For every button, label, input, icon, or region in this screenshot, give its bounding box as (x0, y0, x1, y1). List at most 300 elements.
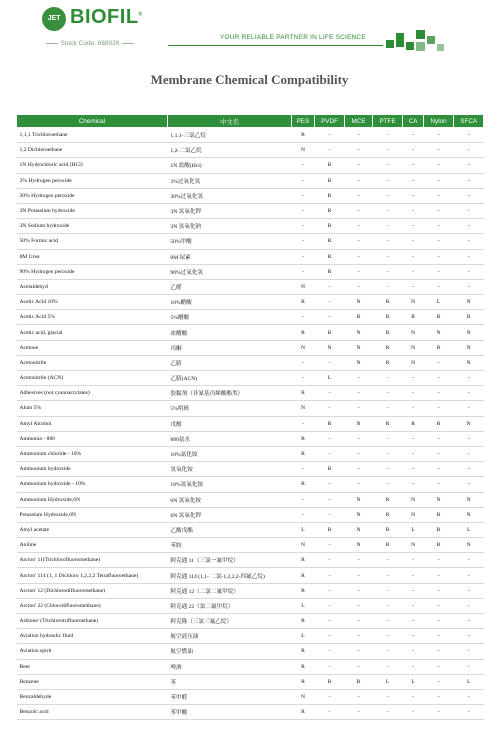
table-row (17, 128, 484, 143)
compatibility-rating: R (314, 325, 345, 340)
compatibility-rating: - (372, 279, 403, 294)
compatibility-rating: - (345, 431, 373, 446)
compatibility-rating: - (345, 279, 373, 294)
chinese-name: 冰醋酸 (167, 325, 291, 340)
page-title: Membrane Chemical Compatibility (150, 72, 349, 87)
compatibility-rating: - (345, 659, 373, 674)
compatibility-rating: - (423, 674, 454, 689)
compatibility-rating: - (314, 295, 345, 310)
compatibility-rating: R (292, 431, 314, 446)
compatibility-rating: - (372, 705, 403, 720)
table-row (17, 705, 484, 720)
compatibility-rating: R (314, 158, 345, 173)
chinese-name: 乙醛 (167, 279, 291, 294)
compatibility-rating: - (314, 477, 345, 492)
compatibility-rating: - (345, 462, 373, 477)
chemical-name: 1N Hydrochloric acid (HCl) (17, 158, 168, 173)
chinese-name: 1,2-二氯乙烷 (167, 143, 291, 158)
column-header-pvdf: PVDF (314, 115, 345, 128)
compatibility-rating: - (345, 477, 373, 492)
compatibility-rating: - (314, 128, 345, 143)
compatibility-rating: - (314, 644, 345, 659)
compatibility-rating: - (423, 234, 454, 249)
table-row (17, 386, 484, 401)
compatibility-rating: - (345, 371, 373, 386)
compatibility-rating: - (454, 249, 484, 264)
chinese-name: 苯甲醛 (167, 689, 291, 704)
compatibility-rating: - (403, 279, 423, 294)
compatibility-rating: - (372, 173, 403, 188)
compatibility-rating: - (454, 477, 484, 492)
compatibility-rating: R (292, 128, 314, 143)
compatibility-rating: L (403, 522, 423, 537)
compatibility-rating: R (292, 568, 314, 583)
table-row (17, 203, 484, 218)
compatibility-rating: R (292, 583, 314, 598)
compatibility-rating: R (454, 310, 484, 325)
compatibility-rating: - (454, 158, 484, 173)
compatibility-rating: - (345, 264, 373, 279)
compatibility-rating: - (372, 614, 403, 629)
compatibility-rating: - (423, 629, 454, 644)
chinese-name: 戊醇 (167, 416, 291, 431)
table-row (17, 234, 484, 249)
compatibility-rating: - (403, 401, 423, 416)
compatibility-rating: - (423, 462, 454, 477)
chinese-name: 3N 氢氧化钠 (167, 219, 291, 234)
compatibility-rating: - (454, 386, 484, 401)
compatibility-rating: - (423, 614, 454, 629)
chinese-name: 胶黏剂（非氰基丙烯酸酯类） (167, 386, 291, 401)
compatibility-rating: N (292, 689, 314, 704)
compatibility-rating: - (423, 401, 454, 416)
compatibility-rating: R (292, 614, 314, 629)
chemical-name: 1,1,1 Trichloroethane (17, 128, 168, 143)
table-row (17, 462, 484, 477)
compatibility-rating: - (372, 234, 403, 249)
chemical-name: Acetone (17, 340, 168, 355)
chemical-name: 30% Hydrogen peroxide (17, 188, 168, 203)
chemical-name: Ammonium chloride - 10% (17, 446, 168, 461)
compatibility-rating: N (454, 295, 484, 310)
chinese-name: 乙酸戊酯 (167, 522, 291, 537)
chinese-name: 30%过氧化氢 (167, 188, 291, 203)
compatibility-rating: R (292, 325, 314, 340)
compatibility-rating: - (372, 158, 403, 173)
compatibility-rating: N (345, 340, 373, 355)
chemical-name: Alum 5% (17, 401, 168, 416)
compatibility-rating: - (314, 401, 345, 416)
compatibility-rating: - (423, 173, 454, 188)
compatibility-rating: N (345, 416, 373, 431)
compatibility-rating: L (292, 629, 314, 644)
chemical-name: Ammonia - 880 (17, 431, 168, 446)
chinese-name: 乙腈 (167, 355, 291, 370)
chinese-name: 10%氢氧化铵 (167, 477, 291, 492)
compatibility-rating: - (454, 143, 484, 158)
chemical-name: Adhesives (not cyanoacrylates) (17, 386, 168, 401)
compatibility-rating: L (454, 674, 484, 689)
table-row (17, 431, 484, 446)
chemical-name: Ammonium hydroxide (17, 462, 168, 477)
compatibility-rating: R (292, 644, 314, 659)
chemical-name: Acetic Acid 10% (17, 295, 168, 310)
compatibility-rating: - (454, 234, 484, 249)
chinese-name: 苯 (167, 674, 291, 689)
compatibility-rating: - (423, 249, 454, 264)
compatibility-rating: - (314, 689, 345, 704)
compatibility-rating: - (372, 219, 403, 234)
compatibility-rating: - (423, 689, 454, 704)
compatibility-rating: N (403, 340, 423, 355)
table-row (17, 553, 484, 568)
compatibility-rating: - (345, 446, 373, 461)
compatibility-rating: R (292, 674, 314, 689)
chinese-name: 阿克隆（三氯三氟乙烷） (167, 614, 291, 629)
compatibility-rating: R (372, 295, 403, 310)
compatibility-rating: - (292, 355, 314, 370)
compatibility-rating: - (345, 705, 373, 720)
compatibility-rating: - (345, 188, 373, 203)
compatibility-rating: - (423, 659, 454, 674)
chinese-name: 6N 氢氧化钾 (167, 507, 291, 522)
compatibility-rating: - (423, 446, 454, 461)
compatibility-rating: - (372, 689, 403, 704)
compatibility-rating: - (292, 219, 314, 234)
compatibility-rating: - (372, 446, 403, 461)
compatibility-rating: - (403, 689, 423, 704)
chinese-name: 航空燃油 (167, 644, 291, 659)
compatibility-rating: - (372, 462, 403, 477)
compatibility-rating: - (403, 158, 423, 173)
compatibility-rating: R (314, 203, 345, 218)
chemical-name: 3N Potassium hydroxide (17, 203, 168, 218)
compatibility-rating: - (314, 446, 345, 461)
compatibility-rating: - (403, 128, 423, 143)
column-header-ptfe: PTFE (372, 115, 403, 128)
compatibility-rating: N (423, 492, 454, 507)
compatibility-rating: - (454, 173, 484, 188)
compatibility-rating: - (403, 598, 423, 613)
compatibility-rating: R (372, 538, 403, 553)
compatibility-rating: - (423, 705, 454, 720)
chinese-name: 5%明矾 (167, 401, 291, 416)
chemical-name: 90% Hydrogen peroxide (17, 264, 168, 279)
compatibility-rating: - (292, 507, 314, 522)
compatibility-rating: - (454, 264, 484, 279)
compatibility-rating: - (423, 143, 454, 158)
compatibility-rating: R (314, 264, 345, 279)
compatibility-rating: N (403, 492, 423, 507)
chemical-name: Acetonitrile (ACN) (17, 371, 168, 386)
compatibility-rating: - (314, 583, 345, 598)
compatibility-rating: R (372, 340, 403, 355)
compatibility-rating: - (314, 355, 345, 370)
compatibility-rating: R (372, 355, 403, 370)
table-row (17, 401, 484, 416)
compatibility-rating: - (403, 614, 423, 629)
table-row (17, 614, 484, 629)
compatibility-rating: - (454, 629, 484, 644)
chinese-name: 3N 氢氧化钾 (167, 203, 291, 218)
compatibility-rating: - (423, 583, 454, 598)
table-row (17, 264, 484, 279)
compatibility-rating: - (454, 614, 484, 629)
column-header-pes: PES (292, 115, 314, 128)
compatibility-rating: N (345, 295, 373, 310)
compatibility-rating: - (423, 568, 454, 583)
table-row (17, 659, 484, 674)
compatibility-rating: R (314, 522, 345, 537)
chemical-name: Arcton' 12 (Dichlorodifluoromethane) (17, 583, 168, 598)
compatibility-rating: - (454, 203, 484, 218)
compatibility-rating: R (423, 522, 454, 537)
compatibility-rating: R (423, 507, 454, 522)
table-row (17, 598, 484, 613)
chinese-name: 1N 盐酸(Hcl) (167, 158, 291, 173)
compatibility-rating: - (403, 386, 423, 401)
table-row (17, 507, 484, 522)
compatibility-rating: - (403, 234, 423, 249)
table-row (17, 143, 484, 158)
compatibility-rating: - (314, 629, 345, 644)
compatibility-rating: - (454, 553, 484, 568)
compatibility-rating: R (314, 219, 345, 234)
compatibility-rating: N (454, 492, 484, 507)
chemical-name: Beer (17, 659, 168, 674)
chinese-name: 10%氯化铵 (167, 446, 291, 461)
compatibility-rating: R (292, 659, 314, 674)
compatibility-rating: - (403, 462, 423, 477)
compatibility-rating: - (454, 644, 484, 659)
compatibility-rating: - (372, 553, 403, 568)
chinese-name: 3%过氧化氢 (167, 173, 291, 188)
column-header-chinese-name: 中文名 (167, 115, 291, 128)
compatibility-rating: R (423, 340, 454, 355)
compatibility-rating: N (345, 325, 373, 340)
compatibility-rating: - (423, 431, 454, 446)
compatibility-rating: - (423, 279, 454, 294)
compatibility-rating: - (454, 689, 484, 704)
compatibility-rating: - (403, 431, 423, 446)
compatibility-rating: - (314, 431, 345, 446)
compatibility-rating: L (314, 371, 345, 386)
compatibility-rating: - (423, 477, 454, 492)
compatibility-rating: - (314, 492, 345, 507)
compatibility-rating: - (345, 219, 373, 234)
compatibility-rating: - (403, 644, 423, 659)
compatibility-rating: - (372, 188, 403, 203)
table-row (17, 568, 484, 583)
chemical-name: Ammonium Hydroxide,6N (17, 492, 168, 507)
compatibility-rating: - (403, 568, 423, 583)
table-body (17, 128, 484, 720)
chemical-name: Arklone' (Trichlorotrifluoroethane) (17, 614, 168, 629)
chinese-name: 氢氧化铵 (167, 462, 291, 477)
chinese-name: 阿克通 12（二氯二氟甲烷） (167, 583, 291, 598)
table-header-row (17, 115, 484, 128)
column-header-nylon: Nylon (423, 115, 454, 128)
compatibility-rating: R (403, 310, 423, 325)
compatibility-rating: - (345, 553, 373, 568)
compatibility-rating: - (345, 173, 373, 188)
compatibility-rating: - (423, 371, 454, 386)
chinese-name: 阿克通 11（三氯一氟甲烷） (167, 553, 291, 568)
compatibility-rating: L (372, 674, 403, 689)
compatibility-rating: - (314, 614, 345, 629)
compatibility-rating: - (372, 203, 403, 218)
chinese-name: 阿克通 22（氯二氟甲烷） (167, 598, 291, 613)
page-header (0, 0, 499, 62)
compatibility-rating: - (345, 629, 373, 644)
compatibility-rating: R (372, 325, 403, 340)
compatibility-rating: - (345, 143, 373, 158)
compatibility-rating: R (292, 386, 314, 401)
table-row (17, 629, 484, 644)
chemical-name: Acetonitrile (17, 355, 168, 370)
compatibility-rating: - (372, 598, 403, 613)
compatibility-rating: N (454, 355, 484, 370)
compatibility-rating: - (454, 188, 484, 203)
header-divider (168, 45, 383, 46)
compatibility-rating: - (403, 583, 423, 598)
compatibility-rating: L (454, 522, 484, 537)
column-header-sfca: SFCA (454, 115, 484, 128)
compatibility-rating: - (292, 462, 314, 477)
compatibility-rating: - (372, 431, 403, 446)
compatibility-rating: - (372, 264, 403, 279)
chemical-name: Arcton' 114 (1, 1 Dichloro 1,2,2,2 Tetrafluoroethane) (17, 568, 168, 583)
chinese-name: 阿克通 114 (1,1- 二氯-1,2,2,2-四氟乙烷) (167, 568, 291, 583)
compatibility-rating: R (292, 705, 314, 720)
chinese-name: 啤酒 (167, 659, 291, 674)
compatibility-rating: - (292, 310, 314, 325)
compatibility-rating: R (345, 674, 373, 689)
compatibility-rating: N (454, 538, 484, 553)
compatibility-rating: - (314, 553, 345, 568)
chinese-name: 8M 尿素 (167, 249, 291, 264)
chinese-name: 5%醋酸 (167, 310, 291, 325)
compatibility-rating: N (345, 538, 373, 553)
compatibility-rating: R (292, 446, 314, 461)
compatibility-rating: - (314, 386, 345, 401)
compatibility-rating: - (454, 431, 484, 446)
compatibility-rating: - (423, 598, 454, 613)
chinese-name: 90%过氧化氢 (167, 264, 291, 279)
compatibility-rating: R (403, 416, 423, 431)
compatibility-rating: R (372, 522, 403, 537)
compatibility-rating: - (314, 310, 345, 325)
table-row (17, 371, 484, 386)
compatibility-rating: N (345, 522, 373, 537)
compatibility-table (16, 114, 484, 720)
compatibility-rating: - (403, 705, 423, 720)
compatibility-rating: - (403, 659, 423, 674)
compatibility-rating: R (423, 310, 454, 325)
compatibility-rating: - (292, 188, 314, 203)
compatibility-rating: - (372, 659, 403, 674)
compatibility-rating: - (292, 416, 314, 431)
table-row (17, 279, 484, 294)
compatibility-rating: - (314, 538, 345, 553)
compatibility-rating: N (345, 492, 373, 507)
chemical-name: 50% Formic acid (17, 234, 168, 249)
compatibility-rating: - (454, 128, 484, 143)
compatibility-rating: L (403, 674, 423, 689)
compatibility-rating: - (454, 659, 484, 674)
compatibility-rating: N (454, 325, 484, 340)
compatibility-rating: - (403, 143, 423, 158)
compatibility-rating: - (314, 507, 345, 522)
compatibility-rating: - (403, 249, 423, 264)
chemical-name: Arcton' 22 (Chlorodifluoromethane) (17, 598, 168, 613)
compatibility-rating: N (403, 507, 423, 522)
compatibility-rating: R (314, 674, 345, 689)
chinese-name: 880氨水 (167, 431, 291, 446)
compatibility-rating: - (454, 598, 484, 613)
chemical-name: Benzaldehyde (17, 689, 168, 704)
compatibility-rating: - (372, 128, 403, 143)
compatibility-rating: R (314, 416, 345, 431)
chinese-name: 乙腈(ACN) (167, 371, 291, 386)
chemical-name: Potassium Hydroxide,6N (17, 507, 168, 522)
compatibility-rating: L (292, 598, 314, 613)
compatibility-rating: - (292, 173, 314, 188)
chinese-name: 航空液压油 (167, 629, 291, 644)
compatibility-rating: - (314, 598, 345, 613)
compatibility-rating: N (423, 325, 454, 340)
compatibility-rating: - (423, 188, 454, 203)
compatibility-rating: - (372, 249, 403, 264)
compatibility-rating: N (403, 538, 423, 553)
compatibility-rating: - (454, 279, 484, 294)
compatibility-rating: - (345, 249, 373, 264)
compatibility-rating: N (292, 279, 314, 294)
compatibility-rating: - (314, 279, 345, 294)
compatibility-rating: N (292, 340, 314, 355)
compatibility-rating: - (454, 705, 484, 720)
compatibility-rating: L (292, 522, 314, 537)
compatibility-rating: - (314, 143, 345, 158)
chinese-name: 50%甲酸 (167, 234, 291, 249)
compatibility-rating: - (454, 583, 484, 598)
compatibility-rating: N (454, 507, 484, 522)
compatibility-rating: - (403, 446, 423, 461)
compatibility-rating: - (372, 644, 403, 659)
compatibility-rating: - (423, 219, 454, 234)
compatibility-rating: - (292, 371, 314, 386)
compatibility-rating: - (454, 446, 484, 461)
chemical-name: Benzene (17, 674, 168, 689)
chemical-name: Acetaldehyd (17, 279, 168, 294)
compatibility-rating: R (372, 507, 403, 522)
compatibility-rating: - (454, 401, 484, 416)
compatibility-rating: - (454, 219, 484, 234)
compatibility-rating: N (292, 401, 314, 416)
compatibility-rating: - (345, 644, 373, 659)
compatibility-rating: - (403, 629, 423, 644)
table-row (17, 310, 484, 325)
compatibility-rating: - (454, 568, 484, 583)
table-row (17, 492, 484, 507)
compatibility-rating: N (292, 143, 314, 158)
compatibility-rating: - (372, 477, 403, 492)
compatibility-rating: N (345, 507, 373, 522)
compatibility-rating: L (423, 295, 454, 310)
table-row (17, 173, 484, 188)
table-row (17, 689, 484, 704)
compatibility-rating: - (345, 401, 373, 416)
